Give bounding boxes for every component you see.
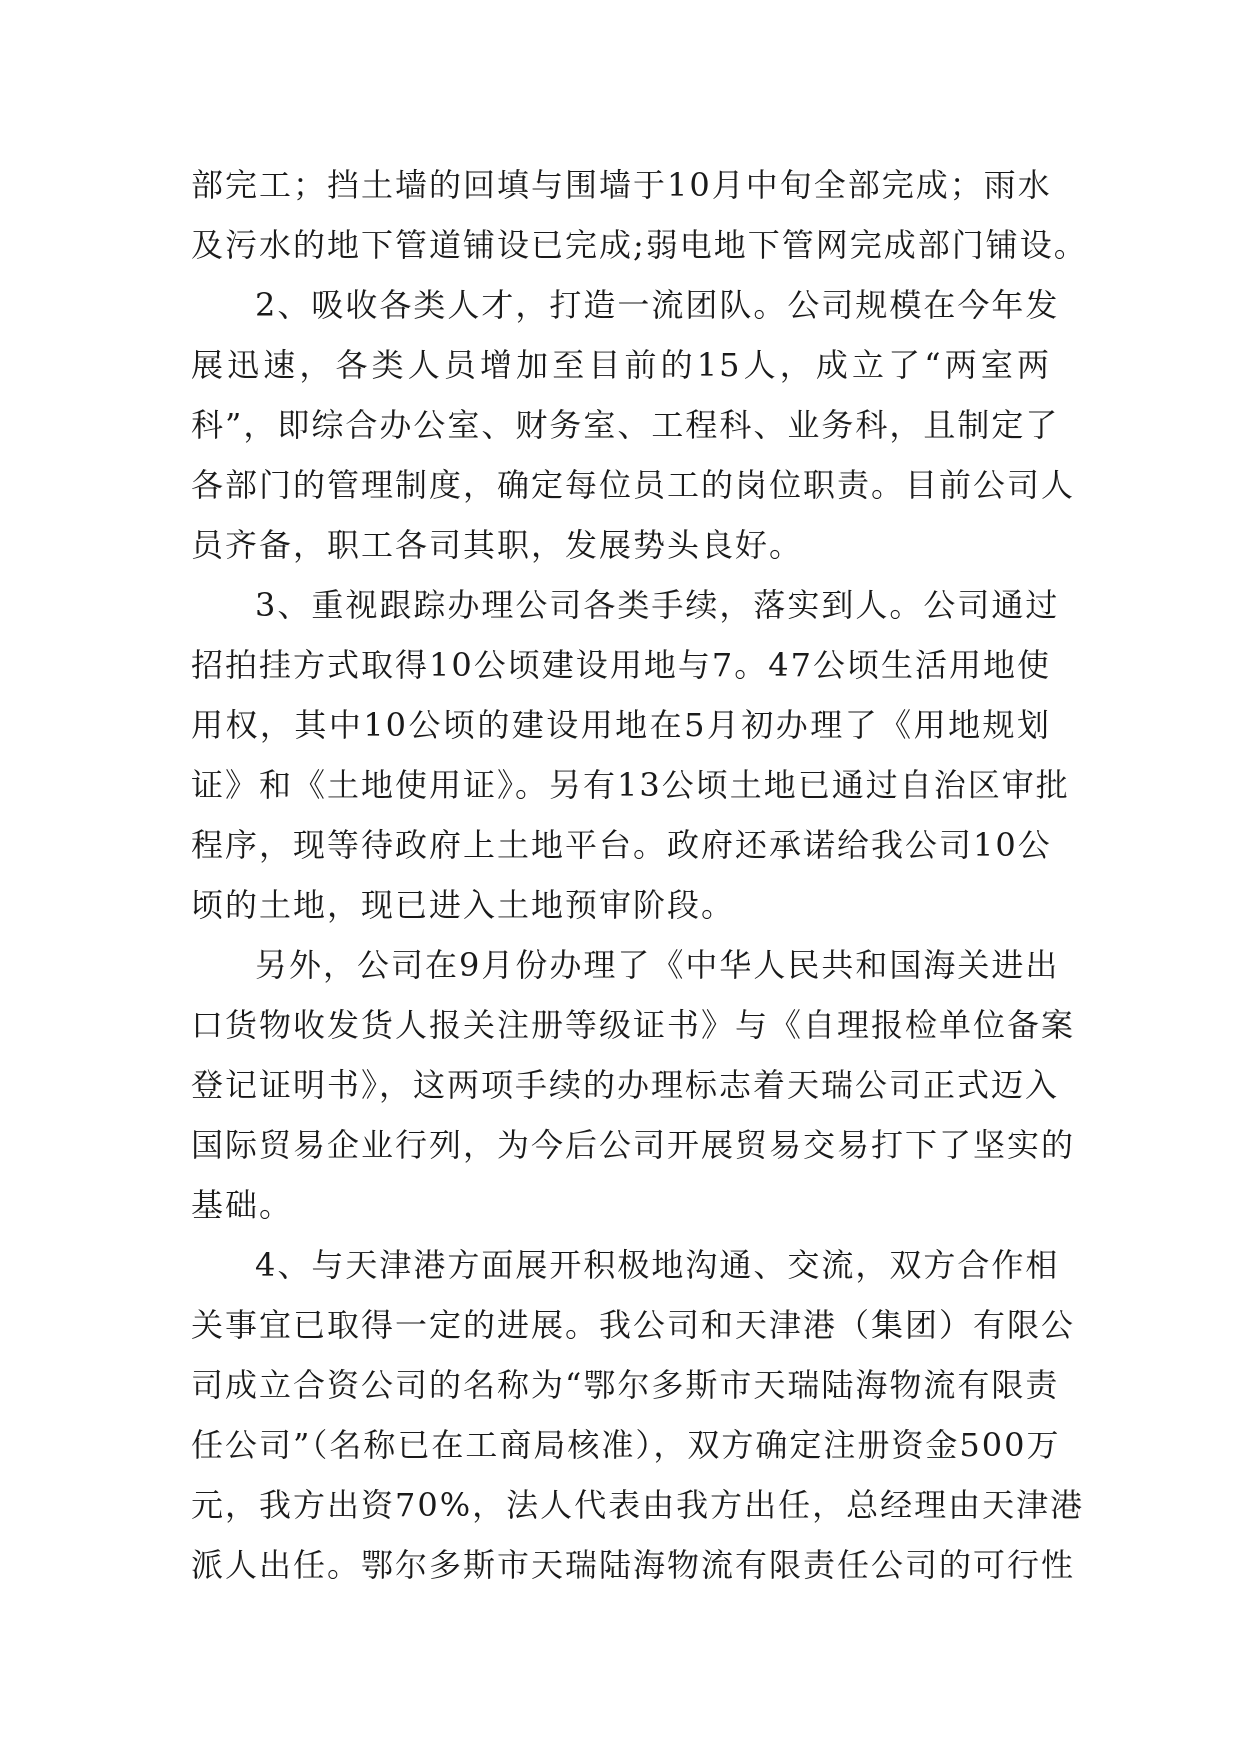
text-line: 展迅速，各类人员增加至目前的15人，成立了“两室两 — [191, 346, 1051, 384]
paragraph — [191, 935, 1076, 1235]
text-line: 登记证明书》，这两项手续的办理标志着天瑞公司正式迈入 — [191, 1066, 1060, 1104]
text-line: 招拍挂方式取得10公顷建设用地与7。47公顷生活用地使 — [191, 646, 1051, 684]
paragraph — [191, 575, 1070, 935]
text-line: 口货物收发货人报关注册等级证书》与《自理报检单位备案 — [191, 1006, 1076, 1044]
text-line: 任公司”（名称已在工商局核准），双方确定注册资金500万 — [191, 1426, 1061, 1464]
text-line: 另外，公司在9月份办理了《中华人民共和国海关进出 — [255, 946, 1060, 984]
text-line: 关事宜已取得一定的进展。我公司和天津港（集团）有限公 — [191, 1306, 1076, 1344]
text-line: 各部门的管理制度，确定每位员工的岗位职责。目前公司人 — [191, 466, 1076, 504]
paragraph — [191, 275, 1076, 575]
text-line: 派人出任。鄂尔多斯市天瑞陆海物流有限责任公司的可行性 — [191, 1546, 1076, 1584]
text-line: 2、吸收各类人才，打造一流团队。公司规模在今年发 — [255, 286, 1060, 324]
text-line: 员齐备，职工各司其职，发展势头良好。 — [191, 526, 804, 564]
paragraph — [191, 155, 1088, 275]
text-line: 司成立合资公司的名称为“鄂尔多斯市天瑞陆海物流有限责 — [191, 1366, 1060, 1404]
text-line: 元，我方出资70%，法人代表由我方出任，总经理由天津港 — [191, 1486, 1085, 1524]
text-line: 国际贸易企业行列，为今后公司开展贸易交易打下了坚实的 — [191, 1126, 1076, 1164]
text-line: 用权，其中10公顷的建设用地在5月初办理了《用地规划 — [191, 706, 1051, 744]
text-line: 3、重视跟踪办理公司各类手续，落实到人。公司通过 — [255, 586, 1060, 624]
text-line: 证》和《土地使用证》。另有13公顷土地已通过自治区审批 — [191, 766, 1070, 804]
text-line: 部完工；挡土墙的回填与围墙于10月中旬全部完成；雨水 — [191, 166, 1052, 204]
text-line: 科”，即综合办公室、财务室、工程科、业务科，且制定了 — [191, 406, 1060, 444]
text-line: 顷的土地，现已进入土地预审阶段。 — [191, 886, 736, 924]
text-line: 及污水的地下管道铺设已完成;弱电地下管网完成部门铺设。 — [191, 226, 1088, 264]
text-line: 程序，现等待政府上土地平台。政府还承诺给我公司10公 — [191, 826, 1052, 864]
document-body — [191, 155, 1088, 1595]
paragraph — [191, 1235, 1085, 1595]
text-line: 4、与天津港方面展开积极地沟通、交流，双方合作相 — [255, 1246, 1060, 1284]
text-line: 基础。 — [191, 1186, 294, 1224]
